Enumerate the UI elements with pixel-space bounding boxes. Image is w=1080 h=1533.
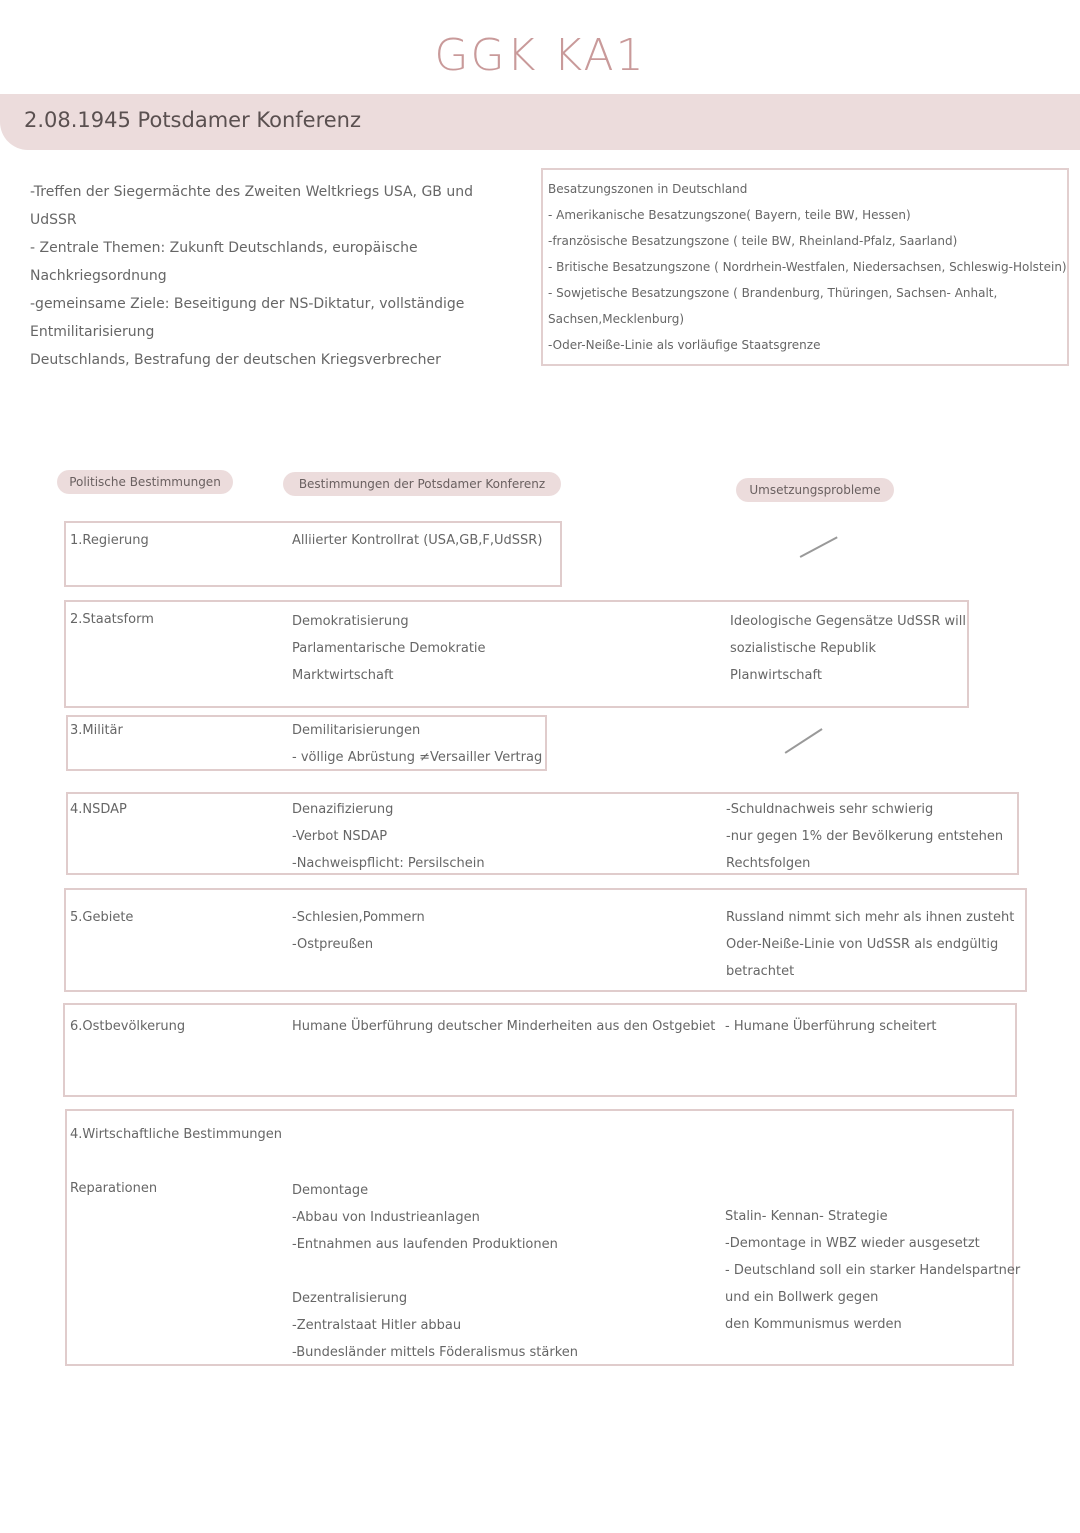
header-political: Politische Bestimmungen — [57, 470, 233, 494]
row-label: 3.Militär — [70, 723, 123, 738]
economic-provisions — [65, 1109, 1021, 1366]
row-east-population — [63, 1003, 1017, 1097]
intro-notes — [30, 178, 485, 374]
row-measure: Alliierter Kontrollrat (USA,GB,F,UdSSR) — [292, 533, 543, 548]
row-problem: Ideologische Gegensätze UdSSR will sozialistische Republik Planwirtschaft — [730, 614, 967, 683]
row-label: 1.Regierung — [70, 533, 149, 548]
reparations-label: Reparationen — [70, 1181, 158, 1196]
zones-heading: Besatzungszonen in Deutschland — [548, 182, 748, 196]
no-problem-mark — [785, 728, 823, 753]
intro-line: - Zentrale Themen: Zukunft Deutschlands, europäische — [30, 240, 418, 256]
row-problem: - Humane Überführung scheitert — [725, 1019, 937, 1034]
zones-line: Sachsen,Mecklenburg) — [548, 312, 685, 326]
no-problem-mark — [800, 536, 838, 557]
header-problems: Umsetzungsprobleme — [736, 478, 894, 502]
row-measure: -Schlesien,Pommern -Ostpreußen — [292, 910, 425, 952]
row-government — [64, 521, 562, 587]
zones-line: -französische Besatzungszone ( teile BW, Rheinland-Pfalz, Saarland) — [548, 234, 958, 248]
intro-line: Nachkriegsordnung — [30, 268, 167, 284]
row-label: 4.NSDAP — [70, 802, 127, 817]
page-title: GGK KA1 — [434, 30, 646, 81]
row-label: 2.Staatsform — [70, 612, 154, 627]
date-banner — [0, 94, 1080, 150]
header-conference: Bestimmungen der Potsdamer Konferenz — [283, 472, 561, 496]
row-measure: Humane Überführung deutscher Minderheiten aus den Ostgebiet — [292, 1019, 716, 1034]
economic-heading: 4.Wirtschaftliche Bestimmungen — [70, 1127, 283, 1142]
intro-line: -gemeinsame Ziele: Beseitigung der NS-Diktatur, vollständige — [30, 296, 465, 312]
zones-line: - Sowjetische Besatzungszone ( Brandenburg, Thüringen, Sachsen- Anhalt, — [548, 286, 998, 300]
row-state-form — [64, 600, 969, 708]
row-problem: Russland nimmt sich mehr als ihnen zusteht Oder-Neiße-Linie von UdSSR als endgültig betrachtet — [726, 910, 1015, 979]
row-problem: Stalin- Kennan- Strategie -Demontage in WBZ wieder ausgesetzt - Deutschland soll ein starker Handelspartner und ein Bollwerk gegen den Kommunismus werden — [725, 1209, 1021, 1332]
row-nsdap — [66, 792, 1019, 875]
row-measure: Demilitarisierungen - völlige Abrüstung ≠Versailler Vertrag — [292, 723, 543, 765]
zones-line: -Oder-Neiße-Linie als vorläufige Staatsgrenze — [548, 338, 821, 352]
dismantling-block: Demontage -Abbau von Industrieanlagen -Entnahmen aus laufenden Produktionen — [292, 1183, 558, 1252]
zones-line: - Amerikanische Besatzungszone( Bayern, teile BW, Hessen) — [548, 208, 911, 222]
row-problem: -Schuldnachweis sehr schwierig -nur gegen 1% der Bevölkerung entstehen Rechtsfolgen — [726, 802, 1004, 871]
row-label: 5.Gebiete — [70, 910, 134, 925]
row-measure: Demokratisierung Parlamentarische Demokratie Marktwirtschaft — [292, 614, 486, 683]
row-measure: Denazifizierung -Verbot NSDAP -Nachweispflicht: Persilschein — [292, 802, 485, 871]
intro-line: UdSSR — [30, 212, 77, 228]
intro-line: Entmilitarisierung — [30, 324, 155, 340]
decentralisation-block: Dezentralisierung -Zentralstaat Hitler abbau -Bundesländer mittels Föderalismus stärken — [292, 1291, 578, 1360]
intro-line: -Treffen der Siegermächte des Zweiten Weltkriegs USA, GB und — [30, 184, 473, 200]
row-label: 6.Ostbevölkerung — [70, 1019, 186, 1034]
occupation-zones-box — [541, 168, 1069, 366]
row-military — [66, 715, 547, 771]
row-territories — [64, 888, 1027, 992]
zones-line: - Britische Besatzungszone ( Nordrhein-Westfalen, Niedersachsen, Schleswig-Holstein) — [548, 260, 1067, 274]
intro-line: Deutschlands, Bestrafung der deutschen Kriegsverbrecher — [30, 352, 441, 368]
banner-title: 2.08.1945 Potsdamer Konferenz — [24, 108, 361, 132]
